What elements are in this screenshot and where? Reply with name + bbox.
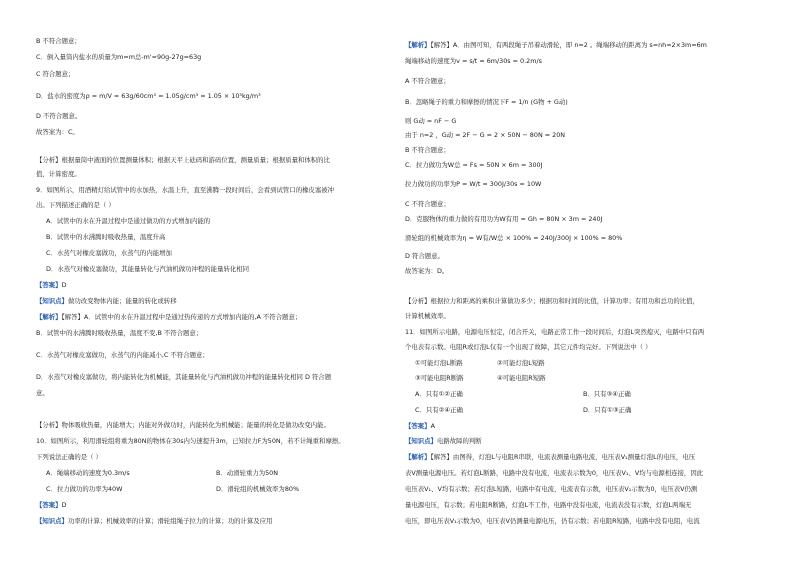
analysis-line: 【分析】物体吸收热量，内能增大；内能对外做功时，内能转化为机械能；能量的转化是做功改变内能。 bbox=[36, 421, 330, 429]
text-line: D 不符合题意。 bbox=[36, 112, 82, 120]
text-line: 故答案为：C。 bbox=[36, 128, 79, 136]
question-10-text: 10．如图所示，利用滑轮组将重为80N的物体在30s内匀速提升3m，已知拉力F为50N，若不计绳重和摩擦。 bbox=[36, 437, 345, 445]
option-a: A．绳端移动的速度为0.3m/s bbox=[46, 469, 130, 477]
text-line: B 不符合题意； bbox=[36, 37, 81, 45]
knowledge-line bbox=[36, 518, 272, 524]
answer-tag: 【答案】 bbox=[36, 281, 62, 289]
text-line: D 符合题意。 bbox=[405, 252, 444, 260]
formula-line: 滑轮组的机械效率为η = W有/W总 × 100% = 240J/300J × 100% = 80% bbox=[405, 234, 623, 242]
analysis-line: 【分析】根据量筒中液面的位置测量体积；根据天平上砝码和游码位置，测量质量；根据质量和体积的比 bbox=[36, 156, 330, 164]
statement-2: ②可能灯泡L短路 bbox=[497, 359, 545, 367]
text-line: C．倒入量筒内盐水的质量为m=m总-m'=90g-27g=63g bbox=[36, 53, 202, 61]
solution-value: 【解答】A．试管中的水在升温过程中是通过热传递的方式增加内能的,A 不符合题意； bbox=[61, 313, 302, 321]
question-9-text: 出。下列描述正确的是（ ） bbox=[36, 201, 115, 209]
text-line: 电压表V₁、V均有示数；若灯泡L短路，电路中有电流，电流表有示数，电压表V₁示数为0，电压表V仍测 bbox=[405, 485, 698, 493]
knowledge-line bbox=[36, 298, 177, 304]
solution-value: 【解答】由图得，灯泡L与电阻R串联，电流表测量电路电流，电压表V₁测量灯泡L的电压，电压 bbox=[430, 453, 696, 461]
solution-value: 【解答】A．由图可知，有两段绳子吊着动滑轮，即 n=2 。绳端移动的距离为 s=nh=2×3m=6m bbox=[430, 41, 707, 49]
text-line: B．试管中的水沸腾时吸收热量，温度不变,B 不符合题意； bbox=[36, 329, 203, 337]
text-line: 电压，即电压表V₁示数为0，电压表V仍测量电源电压，仍有示数；若电阻R短路，电路中没有电阻，电流 bbox=[405, 517, 700, 525]
formula-line: 拉力做功的功率为P = W/t = 300J/30s = 10W bbox=[405, 180, 542, 188]
knowledge-tag: 【知识点】 bbox=[405, 437, 437, 445]
analysis-line: 值，计算密度。 bbox=[36, 170, 81, 178]
analysis-line: 【分析】根据拉力和距离的乘积计算做功多少；根据功和时间的比值，计算功率；有用功和总功的比值， bbox=[405, 297, 699, 305]
text-line: C．水蒸气对橡皮塞做功，水蒸气的内能减小,C 不符合题意； bbox=[36, 351, 209, 359]
question-11-text: 11．如图所示电路，电源电压恒定，闭合开关，电路正常工作一段时间后，灯泡L突然熄灭，电路中只有两 bbox=[405, 328, 705, 336]
answer-line bbox=[36, 282, 66, 288]
answer-line bbox=[36, 502, 66, 508]
answer-tag: 【答案】 bbox=[405, 422, 431, 430]
option-a: A．试管中的水在升温过程中是通过做功的方式增加内能的 bbox=[46, 217, 211, 225]
text-line: 表V测量电源电压。若灯泡L断路，电路中没有电流，电流表示数为0，电压表V₁、V均与电源相连接，因此 bbox=[405, 469, 704, 477]
text-line: B 不符合题意； bbox=[405, 146, 450, 154]
solution-line bbox=[405, 454, 695, 460]
option-d: D．水蒸气对橡皮塞做功，其能量转化与汽油机做功冲程的能量转化相同 bbox=[46, 265, 250, 273]
analysis-line: 计算机械效率。 bbox=[405, 312, 450, 320]
text-line: 量电源电压，有示数；若电阻R断路，灯泡L不工作，电路中没有电流，电流表没有示数，灯泡L两端无 bbox=[405, 501, 692, 509]
formula-line: C．拉力做功为W总 = Fs = 50N × 6m = 300J bbox=[405, 161, 543, 169]
knowledge-tag: 【知识点】 bbox=[36, 297, 68, 305]
formula-line: 则 G动 = nF − G bbox=[405, 117, 457, 125]
formula-line: 绳端移动的速度为v = s/t = 6m/30s = 0.2m/s bbox=[405, 57, 542, 65]
option-c: C．水蒸气对橡皮塞做功，水蒸气的内能增加 bbox=[46, 249, 172, 257]
option-c: C．只有②④正确 bbox=[415, 406, 463, 414]
text-line: C 符合题意； bbox=[36, 70, 75, 78]
answer-tag: 【答案】 bbox=[36, 501, 62, 509]
option-a: A．只有①②正确 bbox=[415, 390, 463, 398]
knowledge-value: 功率的计算；机械效率的计算；滑轮组绳子拉力的计算；功的计算及应用 bbox=[67, 517, 273, 525]
solution-tag: 【解析】 bbox=[36, 313, 62, 321]
text-line: 意。 bbox=[36, 389, 49, 397]
formula-line: D．盐水的密度为ρ = m/V = 63g/60cm³ = 1.05g/cm³ = 1.05 × 10³kg/m³ bbox=[36, 92, 261, 100]
answer-value: D bbox=[61, 501, 67, 509]
answer-line bbox=[405, 423, 435, 429]
solution-tag: 【解析】 bbox=[405, 41, 431, 49]
answer-value: D bbox=[61, 281, 67, 289]
text-line: D．水蒸气对橡皮塞做功，将内能转化为机械能，其能量转化与汽油机做功冲程的能量转化相同 D 符合题 bbox=[36, 373, 332, 381]
option-b: B．试管中的水沸腾时吸收热量，温度升高 bbox=[46, 233, 166, 241]
text-line: A 不符合题意； bbox=[405, 77, 450, 85]
knowledge-line bbox=[405, 438, 482, 444]
option-d: D．滑轮组的机械效率为80% bbox=[216, 485, 300, 493]
solution-line bbox=[405, 42, 707, 48]
knowledge-value: 电路故障的判断 bbox=[436, 437, 482, 445]
text-line: 故答案为：D。 bbox=[405, 267, 449, 275]
question-10-text: 下列说法正确的是（ ） bbox=[36, 453, 102, 461]
option-b: B．只有③④正确 bbox=[583, 390, 631, 398]
option-b: B．动滑轮重力为50N bbox=[216, 469, 279, 477]
question-11-text: 个电表有示数。电阻R或灯泡L仅有一个出现了故障，其它元件均完好。下列说法中（ ） bbox=[405, 343, 652, 351]
statement-4: ④可能电阻R短路 bbox=[497, 374, 546, 382]
left-column bbox=[36, 0, 388, 562]
solution-line bbox=[36, 314, 301, 320]
right-column bbox=[405, 0, 761, 562]
formula-line: D．克服物体的重力做的有用功为W有用 = Gh = 80N × 3m = 240J bbox=[405, 215, 603, 223]
knowledge-value: 做功改变物体内能；能量的转化或转移 bbox=[67, 297, 177, 305]
answer-value: A bbox=[430, 422, 435, 430]
formula-line: 由于 n=2 ，G动 = 2F − G = 2 × 50N − 80N = 20N bbox=[405, 131, 566, 139]
formula-line: B．忽略绳子的重力和摩擦的情况下F = 1/n (G物 + G动) bbox=[405, 98, 568, 106]
option-d: D．只有①③正确 bbox=[583, 406, 632, 414]
text-line: C 不符合题意； bbox=[405, 200, 450, 208]
solution-tag: 【解析】 bbox=[405, 453, 431, 461]
statement-1: ①可能灯泡L断路 bbox=[415, 359, 463, 367]
statement-3: ③可能电阻R断路 bbox=[415, 374, 464, 382]
knowledge-tag: 【知识点】 bbox=[36, 517, 68, 525]
option-c: C．拉力做功的功率为40W bbox=[46, 485, 123, 493]
question-9-text: 9．如图所示，用酒精灯给试管中的水加热，水温上升，直至沸腾一段时间后，会看到试管口的橡皮塞被冲 bbox=[36, 186, 335, 194]
